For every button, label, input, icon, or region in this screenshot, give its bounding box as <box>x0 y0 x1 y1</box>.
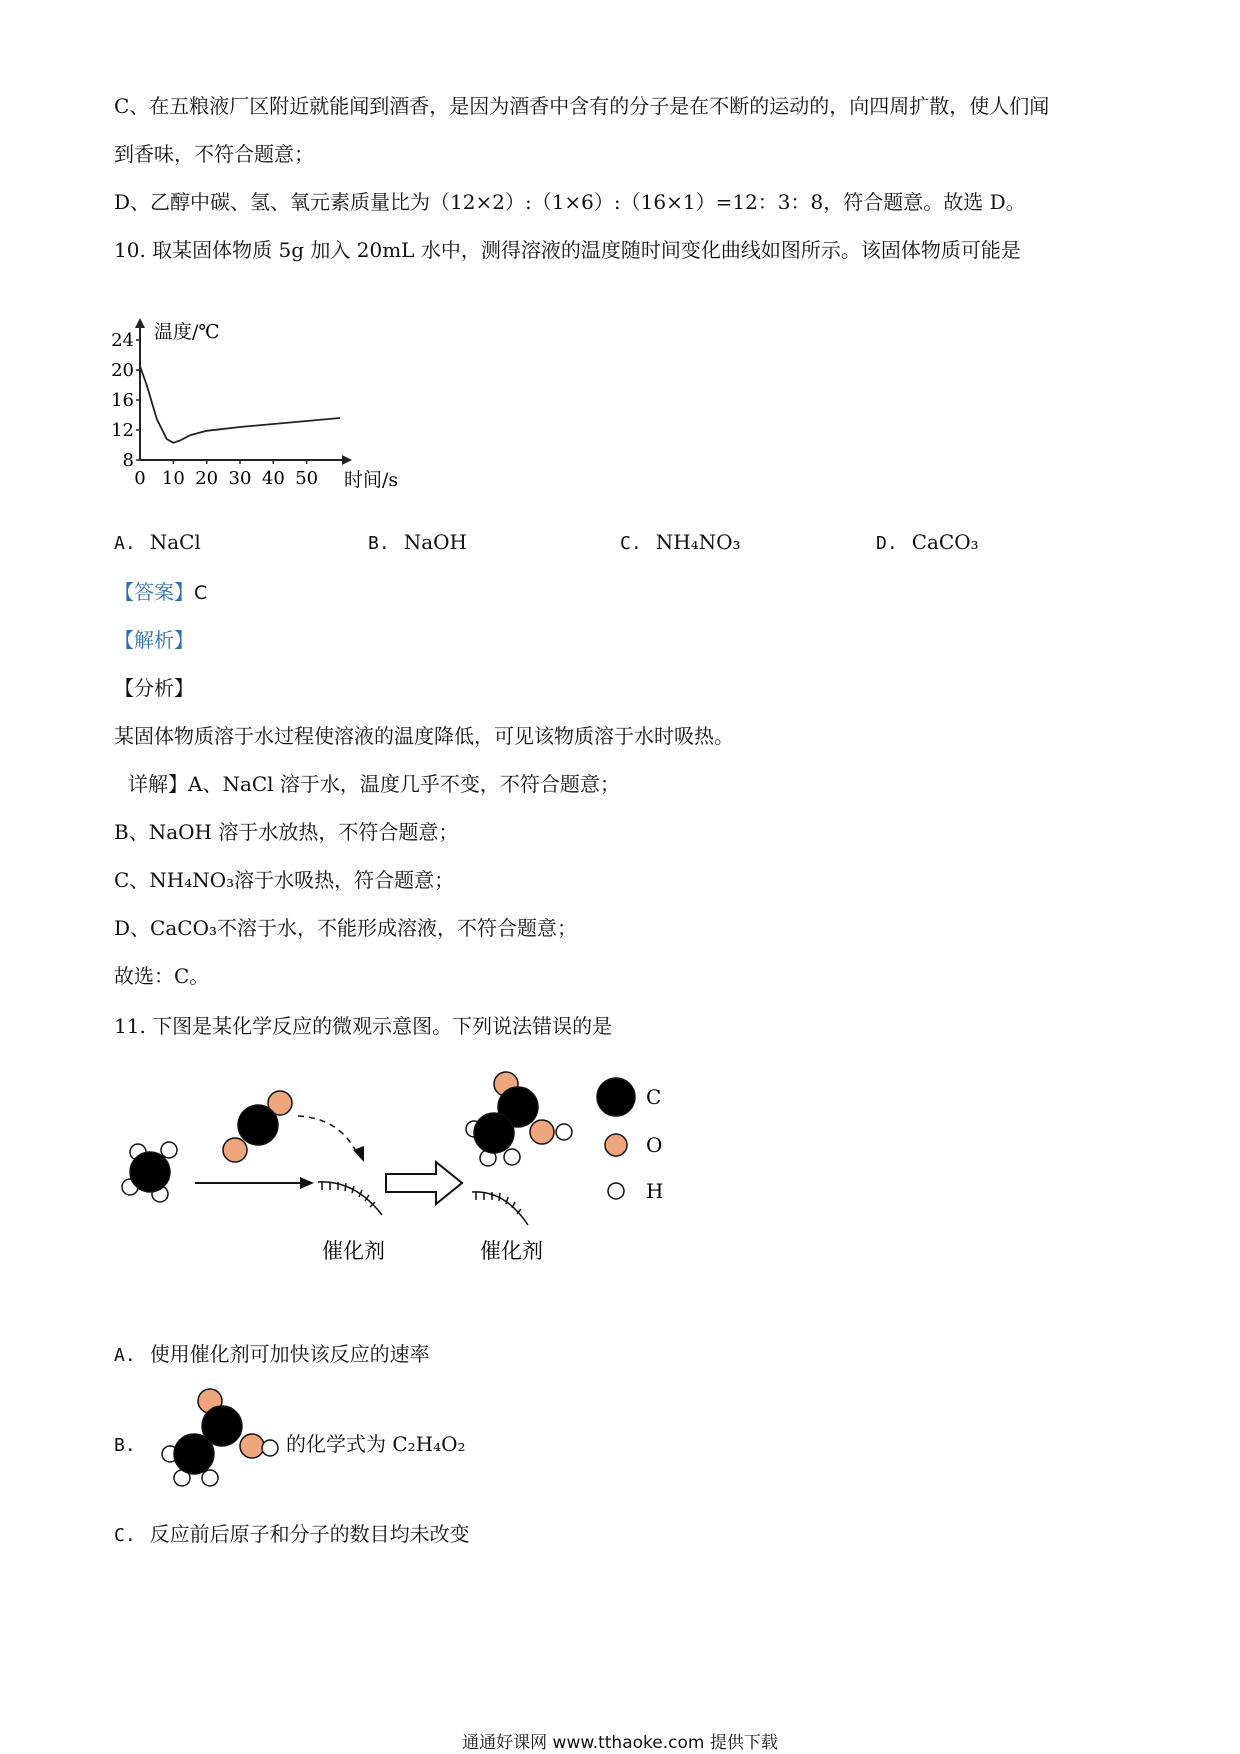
q10-option-d[interactable] <box>876 528 979 558</box>
x-axis-arrow <box>342 455 352 465</box>
question-11-stem: 11. 下图是某化学反应的微观示意图。下列说法错误的是 <box>114 1014 613 1038</box>
option-text: 反应前后原子和分子的数目均未改变 <box>149 1522 470 1546</box>
y-tick-label: 12 <box>111 420 134 441</box>
y-tick-label: 20 <box>111 360 134 381</box>
carbon-dioxide-molecule <box>223 1091 292 1162</box>
hollow-arrow <box>386 1162 462 1204</box>
reaction-diagram <box>110 1070 770 1280</box>
paragraph-c-line1: C、在五粮液厂区附近就能闻到酒香，是因为酒香中含有的分子是在不断的运动的，向四周扩散，使人们闻 <box>114 94 1050 118</box>
option-key: A. <box>114 1345 136 1366</box>
analysis-tag: 【解析】 <box>114 628 194 652</box>
solid-arrow-head <box>300 1177 314 1189</box>
detail-3: C、NH₄NO₃溶于水吸热，符合题意； <box>114 868 455 892</box>
legend-label-o: O <box>646 1133 663 1157</box>
q11-option-b-text: 的化学式为 C₂H₄O₂ <box>286 1432 466 1456</box>
detail-1: 详解】A、NaCl 溶于水，温度几乎不变，不符合题意； <box>128 772 620 796</box>
y-tick-label: 24 <box>111 330 134 351</box>
q10-option-b[interactable] <box>368 528 467 558</box>
page-footer: 通通好课网 www.tthaoke.com 提供下载 <box>462 1733 778 1753</box>
y-tick-label: 16 <box>111 390 134 411</box>
x-tick-label: 50 <box>295 468 319 489</box>
option-text: NH₄NO₃ <box>655 530 741 554</box>
catalyst-label-2: 催化剂 <box>480 1239 543 1263</box>
legend-label-c: C <box>646 1085 662 1109</box>
x-tick-label: 10 <box>161 468 185 489</box>
hydrogen-atom-icon <box>608 1183 624 1199</box>
option-text: NaOH <box>403 530 467 554</box>
catalyst-label-1: 催化剂 <box>322 1239 385 1263</box>
chart-series <box>140 366 340 443</box>
q10-option-a[interactable] <box>114 528 201 558</box>
oxygen-atom-icon <box>605 1134 627 1156</box>
methane-molecule <box>122 1142 177 1202</box>
option-text: 使用催化剂可加快该反应的速率 <box>149 1342 430 1366</box>
detail-4: D、CaCO₃不溶于水，不能形成溶液，不符合题意； <box>114 916 577 940</box>
q11-option-b[interactable] <box>114 1430 150 1460</box>
conclusion: 故选：C。 <box>114 964 210 988</box>
series-line <box>140 366 340 443</box>
paragraph-d: D、乙醇中碳、氢、氧元素质量比为（12×2）:（1×6）:（16×1）=12：3：8，符合题意。故选 D。 <box>114 190 1026 214</box>
acetic-acid-molecule <box>466 1072 572 1166</box>
option-key: A. <box>114 533 136 554</box>
detail-2: B、NaOH 溶于水放热，不符合题意； <box>114 820 459 844</box>
x-tick-label: 20 <box>195 468 219 489</box>
question-10-stem: 10. 取某固体物质 5g 加入 20mL 水中，测得溶液的温度随时间变化曲线如图所示。该固体物质可能是 <box>114 238 1021 262</box>
carbon-atom-icon <box>597 1078 635 1116</box>
q11-option-c[interactable] <box>114 1520 470 1550</box>
option-text: NaCl <box>149 530 201 554</box>
option-key: B. <box>114 1435 136 1456</box>
option-key: B. <box>368 533 390 554</box>
catalyst-surface-icon <box>472 1192 528 1225</box>
chart-y-axis-label: 温度/℃ <box>154 321 220 343</box>
q10-option-c[interactable] <box>620 528 741 558</box>
answer-tag: 【答案】 <box>114 580 194 604</box>
answer-line <box>114 578 207 607</box>
option-key: C. <box>620 533 642 554</box>
chart-x-axis-label: 时间/s <box>344 469 399 490</box>
option-key: D. <box>876 533 898 554</box>
fenxi-tag: 【分析】 <box>114 676 194 700</box>
dashed-arrow <box>298 1116 358 1155</box>
answer-value: C <box>194 582 208 604</box>
x-tick-label: 40 <box>261 468 285 489</box>
paragraph-c-line2: 到香味，不符合题意； <box>114 142 314 166</box>
option-text: CaCO₃ <box>911 530 979 554</box>
chart-ticks <box>111 330 318 489</box>
option-key: C. <box>114 1525 136 1546</box>
temperature-time-chart <box>110 310 430 490</box>
catalyst-surface-icon <box>318 1182 382 1215</box>
atom-legend <box>597 1078 663 1203</box>
fenxi-text: 某固体物质溶于水过程使溶液的温度降低，可见该物质溶于水时吸热。 <box>114 724 734 748</box>
x-tick-label: 30 <box>228 468 252 489</box>
y-tick-label: 8 <box>122 450 134 471</box>
option-b-molecule-icon <box>152 1388 282 1488</box>
x-tick-label: 0 <box>134 468 146 489</box>
y-axis-arrow <box>135 318 145 328</box>
legend-label-h: H <box>646 1179 664 1203</box>
q11-option-a[interactable] <box>114 1340 430 1370</box>
